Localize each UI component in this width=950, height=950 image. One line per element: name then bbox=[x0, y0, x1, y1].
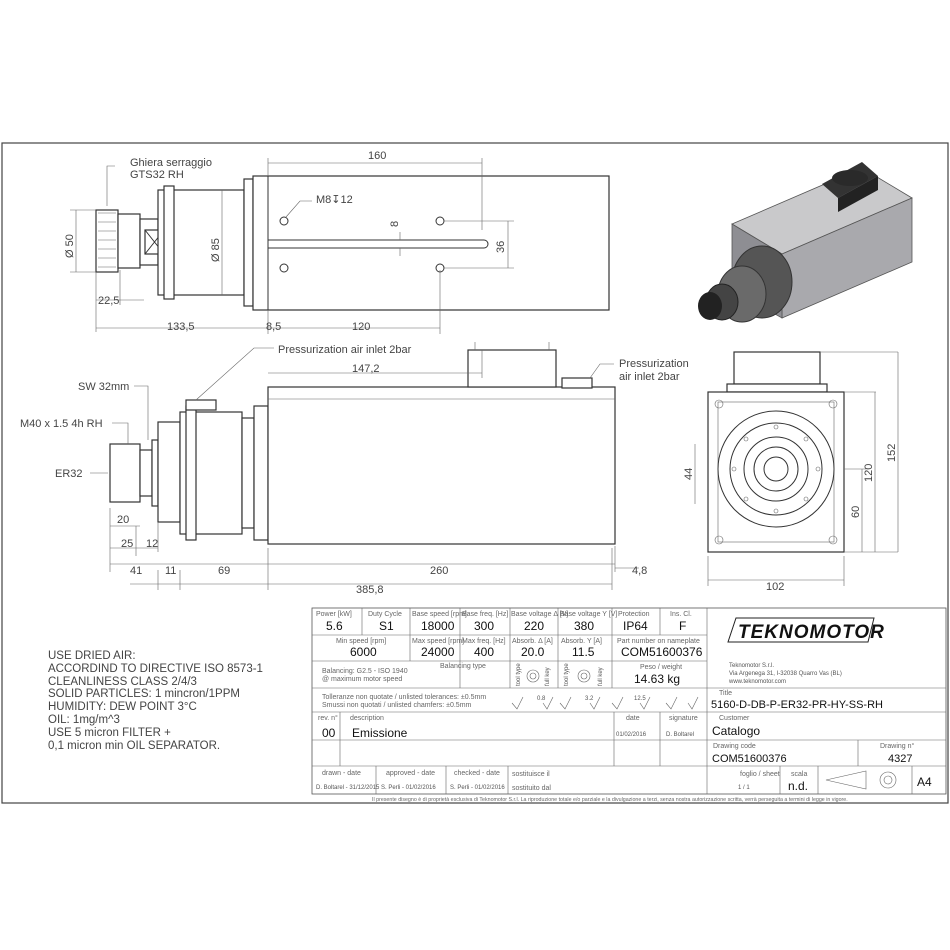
roughness-2: 3.2 bbox=[585, 696, 594, 702]
spec-absorb-y-value: 11.5 bbox=[572, 645, 595, 659]
dim-20: 20 bbox=[117, 514, 130, 526]
dim-36: 36 bbox=[495, 240, 507, 253]
drawing-code-value: COM51600376 bbox=[712, 753, 787, 765]
note-line: ACCORDIND TO DIRECTIVE ISO 8573-1 bbox=[48, 662, 263, 675]
spindle-3d-picture bbox=[698, 0, 912, 322]
spec-min-speed-label: Min speed [rpm] bbox=[336, 638, 387, 645]
air-supply-notes bbox=[48, 650, 263, 752]
dim-133-5: 133,5 bbox=[167, 321, 195, 333]
label-collar-1: Ghiera serraggio bbox=[130, 157, 212, 169]
label-thread-m40: M40 x 1.5 4h RH bbox=[20, 418, 103, 430]
customer-value: Catalogo bbox=[712, 724, 761, 738]
note-line: HUMIDITY: DEW POINT 3°C bbox=[48, 701, 197, 714]
spec-protection-value: IP64 bbox=[623, 619, 648, 633]
dim-12: 12 bbox=[146, 538, 159, 550]
dim-152: 152 bbox=[886, 443, 898, 462]
approved-label: approved - date bbox=[386, 770, 436, 777]
dim-22-5: 22,5 bbox=[98, 295, 120, 307]
sheet-label: foglio / sheet bbox=[740, 771, 780, 778]
balancing-opt-1: tool type bbox=[516, 663, 522, 686]
spec-power-value: 5.6 bbox=[326, 619, 343, 633]
spec-ins-label: Ins. Cl. bbox=[670, 611, 692, 618]
company-name: Teknomotor S.r.l. bbox=[729, 663, 775, 669]
label-air-inlet-left: Pressurization air inlet 2bar bbox=[278, 344, 412, 356]
signature-value: D. Boltarel bbox=[666, 732, 695, 738]
note-line: USE DRIED AIR: bbox=[48, 650, 136, 662]
sheet-value: 1 / 1 bbox=[738, 785, 750, 791]
spec-absorb-delta-value: 20.0 bbox=[521, 645, 545, 659]
spec-max-speed-value: 24000 bbox=[421, 645, 455, 659]
drawing-code-label: Drawing code bbox=[713, 743, 756, 750]
spec-power-label: Power [kW] bbox=[316, 611, 352, 618]
spec-base-speed-label: Base speed [rpm] bbox=[412, 611, 467, 618]
company-logo bbox=[728, 618, 885, 643]
roughness-3: 12.5 bbox=[634, 696, 646, 702]
balancing-opt-3: tool type bbox=[564, 663, 570, 686]
balancing-opt-2: full key bbox=[545, 667, 551, 686]
title-value: 5160-D-DB-P-ER32-PR-HY-SS-RH bbox=[711, 699, 883, 711]
dim-44: 44 bbox=[683, 467, 695, 480]
dim-120-front: 120 bbox=[863, 463, 875, 482]
spec-base-freq-label: Base freq. [Hz] bbox=[462, 611, 509, 618]
label-thread-m8: M8↧12 bbox=[316, 194, 353, 206]
title-label: Title bbox=[719, 690, 732, 697]
rev-label: rev. n° bbox=[318, 715, 338, 722]
checked-label: checked - date bbox=[454, 770, 500, 777]
company-address: Via Argenega 31, I-32038 Quarro Vas (BL) bbox=[729, 671, 842, 677]
label-collar-2: GTS32 RH bbox=[130, 169, 184, 181]
tolerance-note: Tolleranze non quotate / unlisted tolerances: ±0.5mm bbox=[322, 694, 487, 701]
roughness-1: 0.8 bbox=[537, 696, 546, 702]
spec-ins-value: F bbox=[679, 619, 687, 633]
spec-duty-value: S1 bbox=[379, 619, 394, 633]
spec-part-number-value: COM51600376 bbox=[621, 645, 703, 659]
label-air-inlet-right-2: air inlet 2bar bbox=[619, 371, 680, 383]
side-view bbox=[20, 342, 689, 596]
paper-size: A4 bbox=[917, 775, 932, 789]
date-label: date bbox=[626, 715, 640, 722]
note-line: 0,1 micron min OIL SEPARATOR. bbox=[48, 739, 221, 752]
scale-label: scala bbox=[791, 771, 808, 778]
scale-value: n.d. bbox=[788, 779, 809, 793]
balancing-note-2: @ maximum motor speed bbox=[322, 676, 403, 683]
label-er32: ER32 bbox=[55, 468, 83, 480]
dim-160: 160 bbox=[368, 150, 387, 162]
front-view bbox=[683, 352, 898, 593]
weight-value: 14.63 kg bbox=[634, 672, 681, 686]
replaces-label: sostituisce il bbox=[512, 771, 550, 778]
dim-69: 69 bbox=[218, 565, 231, 577]
dim-11: 11 bbox=[165, 565, 177, 577]
dim-dia-50: Ø 50 bbox=[64, 234, 76, 258]
spec-max-freq-value: 400 bbox=[474, 645, 495, 659]
sign-label: signature bbox=[669, 715, 698, 722]
balancing-type-label: Balancing type bbox=[440, 663, 486, 670]
spec-absorb-delta-label: Absorb. Δ [A] bbox=[512, 638, 553, 645]
balancing-opt-4: full key bbox=[598, 667, 604, 686]
approved-value: S. Perli - 01/02/2016 bbox=[381, 785, 436, 791]
spec-volt-delta-value: 220 bbox=[524, 619, 545, 633]
spec-volt-y-value: 380 bbox=[574, 619, 595, 633]
spec-max-freq-label: Max freq. [Hz] bbox=[462, 638, 506, 645]
date-value: 01/02/2016 bbox=[616, 732, 647, 738]
dim-120-top: 120 bbox=[352, 321, 371, 333]
drawn-value: D. Boltarel - 31/12/2015 bbox=[316, 785, 380, 791]
drawing-no-label: Drawing n° bbox=[880, 743, 915, 750]
spec-volt-y-label: Base voltage Y [V] bbox=[560, 611, 618, 618]
desc-label: description bbox=[350, 715, 384, 722]
dim-8: 8 bbox=[389, 220, 401, 227]
dim-4-8: 4,8 bbox=[632, 565, 648, 577]
spec-protection-label: Protection bbox=[618, 611, 650, 618]
rev-value: 00 bbox=[322, 726, 336, 740]
note-line: SOLID PARTICLES: 1 mincron/1PPM bbox=[48, 688, 240, 701]
weight-label: Peso / weight bbox=[640, 664, 683, 671]
chamfer-note: Smussi non quotati / unlisted chamfers: ±0.5mm bbox=[322, 702, 472, 709]
dim-60: 60 bbox=[850, 505, 862, 518]
spec-base-freq-value: 300 bbox=[474, 619, 495, 633]
label-air-inlet-right-1: Pressurization bbox=[619, 358, 689, 370]
dim-25: 25 bbox=[121, 538, 134, 550]
dim-102: 102 bbox=[766, 581, 785, 593]
note-line: OIL: 1mg/m^3 bbox=[48, 713, 120, 726]
dim-147-2: 147,2 bbox=[352, 363, 380, 375]
dim-8-5: 8,5 bbox=[266, 321, 282, 333]
dim-385-8: 385,8 bbox=[356, 584, 384, 596]
legal-footer: Il presente disegno è di proprietà esclusiva di Teknomotor S.r.l. La riproduzione totale e/o parziale e la divulgazione a terzi, senza nostra autorizzazione scritta, verrà perseguita a termini di legge in vigore. bbox=[372, 797, 848, 803]
note-line: USE 5 micron FILTER + bbox=[48, 726, 171, 739]
spec-absorb-y-label: Absorb. Y [A] bbox=[561, 638, 602, 645]
label-wrench: SW 32mm bbox=[78, 381, 130, 393]
spec-duty-label: Duty Cycle bbox=[368, 611, 402, 618]
dim-dia-85: Ø 85 bbox=[210, 238, 222, 262]
title-block bbox=[312, 608, 946, 803]
spec-part-number-label: Part number on nameplate bbox=[617, 638, 700, 645]
balancing-note: Balancing: G2.5 - ISO 1940 bbox=[322, 668, 408, 675]
dim-260: 260 bbox=[430, 565, 449, 577]
drawing-no-value: 4327 bbox=[888, 753, 913, 765]
replaced-label: sostituito dal bbox=[512, 785, 551, 792]
spec-base-speed-value: 18000 bbox=[421, 619, 455, 633]
company-web: www.teknomotor.com bbox=[729, 679, 787, 685]
note-line: CLEANLINESS CLASS 2/4/3 bbox=[48, 675, 197, 688]
spec-volt-delta-label: Base voltage Δ [V] bbox=[511, 611, 569, 618]
spec-max-speed-label: Max speed [rpm] bbox=[412, 638, 465, 645]
description-value: Emissione bbox=[352, 726, 408, 740]
dim-41: 41 bbox=[130, 565, 143, 577]
customer-label: Customer bbox=[719, 715, 750, 722]
checked-value: S. Perli - 01/02/2016 bbox=[450, 785, 505, 791]
spec-min-speed-value: 6000 bbox=[350, 645, 377, 659]
company-logo-text: TEKNOMOTOR bbox=[738, 622, 885, 643]
drawn-label: drawn - date bbox=[322, 770, 361, 777]
top-view bbox=[64, 150, 609, 334]
